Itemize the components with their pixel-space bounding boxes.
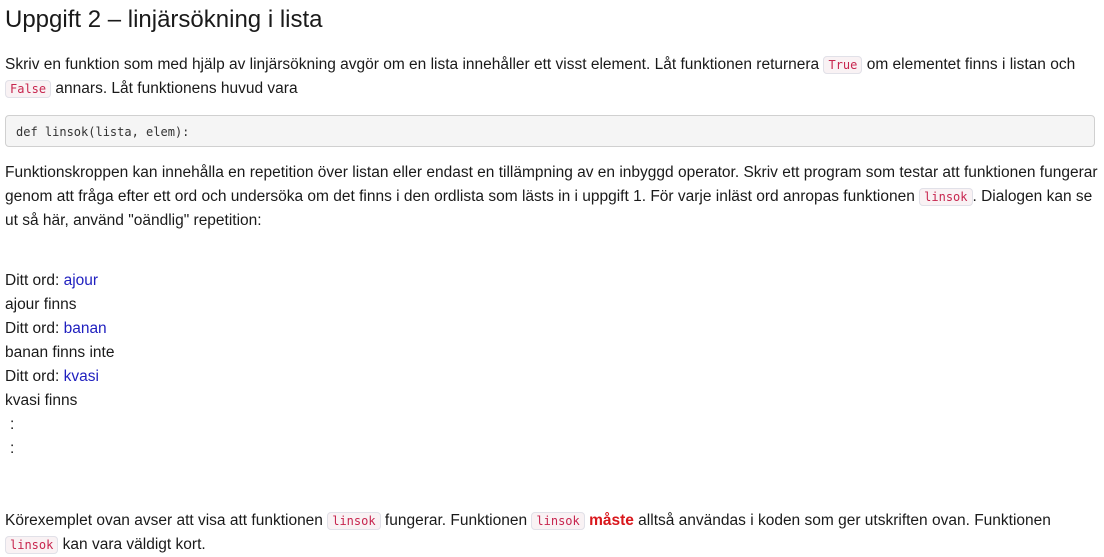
body-paragraph <box>5 161 1099 233</box>
body-text-2: . Dialogen kan se ut så här, använd "oändlig" repetition: <box>5 188 1093 229</box>
outro-paragraph <box>5 509 1099 557</box>
intro-text-1: Skriv en funktion som med hjälp av linjärsökning avgör om en lista innehåller ett visst element. Låt funktionen returnera <box>5 56 824 73</box>
outro-text-4: kan vara väldigt kort. <box>58 536 206 553</box>
code-linsok: linsok <box>919 188 972 206</box>
dialog-result-line: ajour finns <box>5 296 77 313</box>
dialog-user-word: banan <box>63 320 107 337</box>
body-text-1: Funktionskroppen kan innehålla en repetition över listan eller endast en tillämpning av en inbyggd operator. Skriv ett program som testar att funktionen fungerar genom att fråga efter ett ord och undersöka om det finns i den ordlista som lästs in i uppgift 1. För varje inläst ord anropas funktionen <box>5 164 1098 205</box>
dialog-result-line: banan finns inte <box>5 344 115 361</box>
intro-text-2: om elementet finns i listan och <box>862 56 1076 73</box>
page-title: Uppgift 2 – linjärsökning i lista <box>5 6 323 33</box>
outro-text-2: fungerar. Funktionen <box>380 512 532 529</box>
dialog-prompt: Ditt ord: <box>5 368 64 385</box>
dialog-prompt: Ditt ord: <box>5 320 64 337</box>
intro-text-3: annars. Låt funktionens huvud vara <box>51 80 298 97</box>
emphasis-must: måste <box>589 512 634 529</box>
dialog-prompt-line <box>5 317 1099 341</box>
dialog-continuation-dots: : <box>10 440 15 457</box>
code-false: False <box>5 80 51 98</box>
dialog-user-word: kvasi <box>63 368 99 385</box>
dialog-prompt-line <box>5 269 1099 293</box>
dialog-user-word: ajour <box>63 272 99 289</box>
dialog-prompt: Ditt ord: <box>5 272 64 289</box>
outro-text-1: Körexemplet ovan avser att visa att funktionen <box>5 512 328 529</box>
code-linsok: linsok <box>327 512 380 530</box>
code-linsok: linsok <box>5 536 58 554</box>
function-header-code: def linsok(lista, elem): <box>5 115 1095 147</box>
dialog-prompt-line <box>5 365 1099 389</box>
code-true: True <box>823 56 862 74</box>
dialog-result-line: kvasi finns <box>5 392 78 409</box>
example-dialog <box>5 269 1099 461</box>
code-linsok: linsok <box>531 512 584 530</box>
intro-paragraph <box>5 53 1099 101</box>
dialog-continuation-dots: : <box>10 416 15 433</box>
outro-text-3: alltså användas i koden som ger utskriften ovan. Funktionen <box>633 512 1051 529</box>
